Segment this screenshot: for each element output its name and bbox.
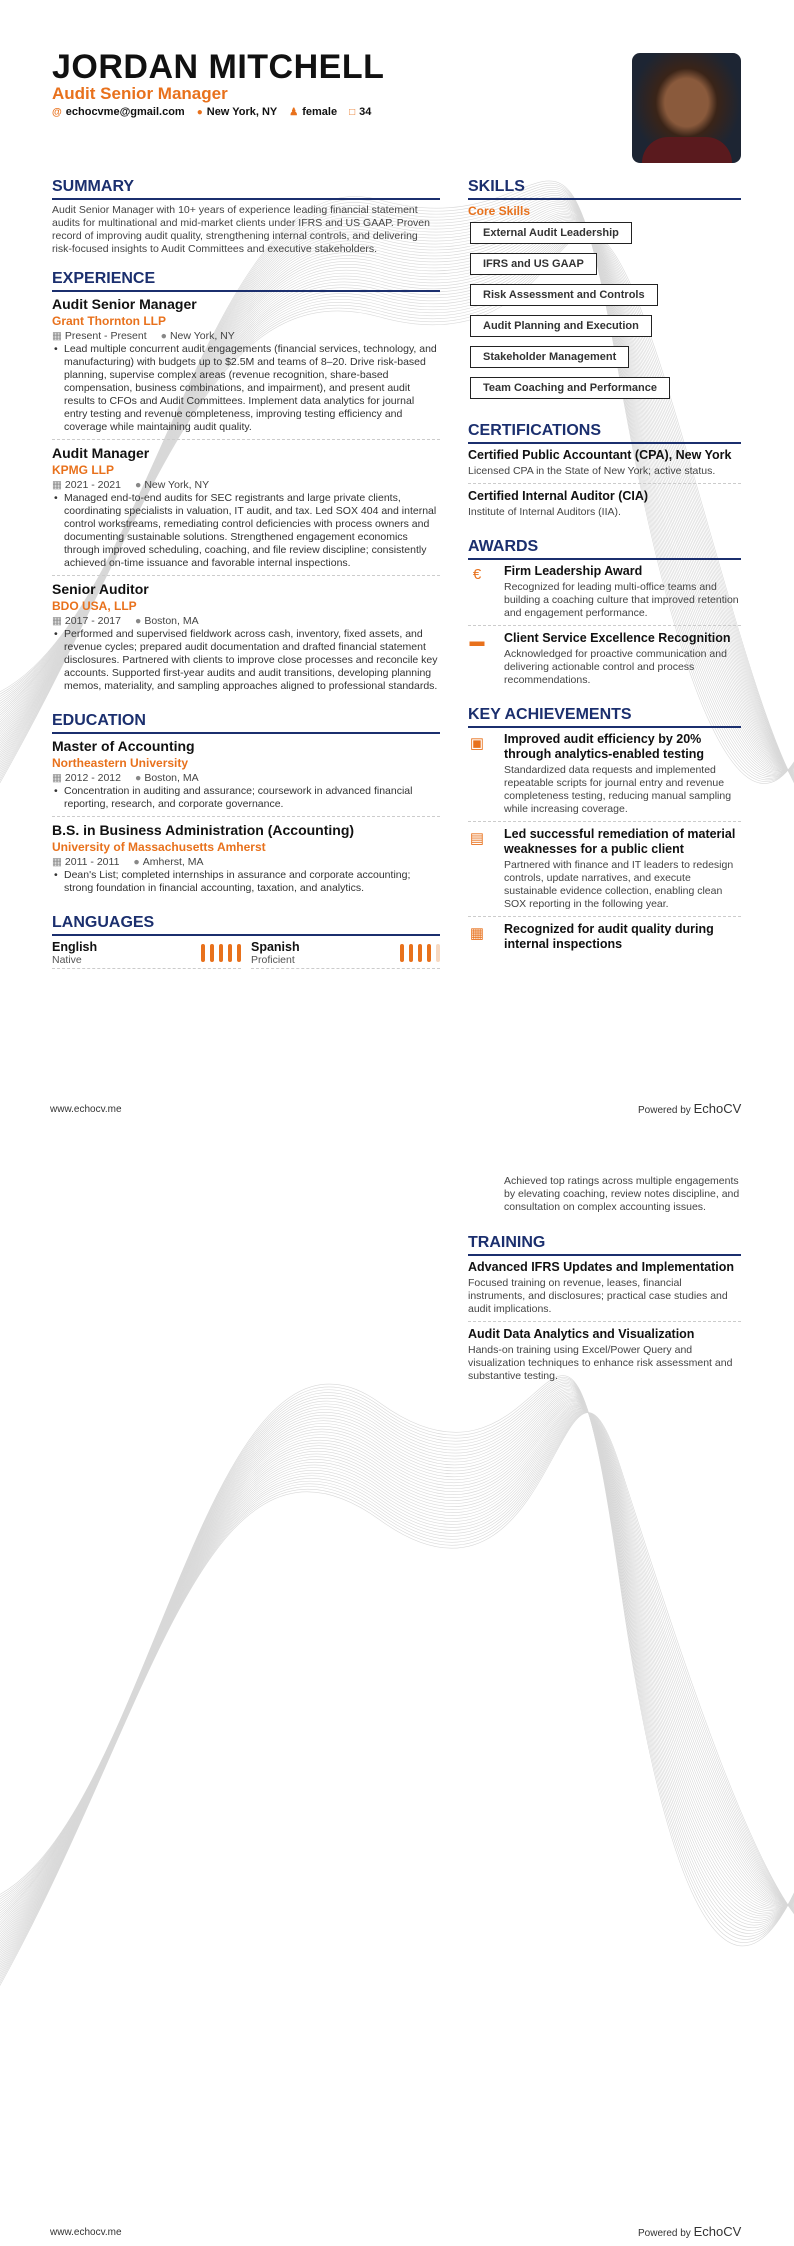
chip-icon: ▦ — [469, 925, 485, 942]
certification-item — [468, 489, 741, 524]
language-name: Spanish — [251, 940, 300, 954]
skill-row — [468, 222, 741, 253]
skill-tag: External Audit Leadership — [470, 222, 632, 244]
rating-bar — [409, 944, 413, 962]
summary-text: Audit Senior Manager with 10+ years of experience leading financial statement audits for multinational and mid-market clients under IFRS and US GAAP. Proven record of improving audit quality, strengthening internal controls, and delivering risk-focused insights to Audit Committees and executive stakeholders. — [52, 204, 430, 255]
candidate-name: JORDAN MITCHELL — [52, 48, 385, 86]
skill-tag: Team Coaching and Performance — [470, 377, 670, 399]
item-bullet: • Concentration in auditing and assurance; coursework in advanced financial reporting, research, and corporate governance. — [52, 785, 440, 811]
certification-desc: Institute of Internal Auditors (IIA). — [468, 506, 621, 518]
item-meta — [52, 772, 440, 784]
item-bullet: • Dean's List; completed internships in assurance and corporate accounting; strong foundation in financial accounting, taxation, and analytics. — [52, 869, 440, 895]
location-text: Amherst, MA — [142, 856, 204, 868]
awards-name: Firm Leadership Award — [504, 564, 643, 578]
location-text: New York, NY — [169, 330, 235, 342]
clipboard-icon: ▣ — [469, 735, 485, 752]
language-text — [52, 940, 97, 966]
item-organization: Northeastern University — [52, 756, 189, 770]
skill-row — [468, 284, 741, 315]
location — [135, 479, 209, 491]
achievements-desc: Standardized data requests and implemented repeatable scripts for journal entry and revenue completeness testing, reducing manual sampling while increasing coverage. — [504, 764, 732, 815]
section-heading: CERTIFICATIONS — [468, 422, 741, 444]
achievements-name: Recognized for audit quality during internal inspections — [504, 922, 714, 951]
document-search-icon: ▤ — [469, 830, 485, 847]
powered-by-label: Powered by — [638, 2228, 691, 2239]
section-heading: KEY ACHIEVEMENTS — [468, 706, 741, 728]
profile-photo — [632, 53, 741, 163]
contact-info — [52, 106, 371, 118]
education-item — [52, 738, 440, 817]
rating-bar — [210, 944, 214, 962]
language-item — [251, 940, 440, 969]
achievements-section — [468, 706, 741, 959]
training-desc: Hands-on training using Excel/Power Query and visualization techniques to enhance risk assessment and substantive testing. — [468, 1344, 733, 1382]
rating-bar — [400, 944, 404, 962]
awards-item — [468, 631, 741, 692]
item-organization: University of Massachusetts Amherst — [52, 840, 266, 854]
certification-item — [468, 448, 741, 484]
location — [135, 615, 199, 627]
item-meta — [52, 856, 440, 868]
footer-powered[interactable] — [638, 1101, 741, 1116]
chat-icon: ▬ — [469, 633, 485, 650]
achievements-item — [468, 732, 741, 822]
languages-section — [52, 914, 440, 969]
summary-section — [52, 178, 440, 256]
item-bullet: • Managed end-to-end audits for SEC registrants and large private clients, coordinating specialists in valuation, IT audit, and tax. Led SOX 404 and internal control workstreams, remediating control deficiencies with process owners and documenting sustainable solutions. Strengthened engagement economics through improved scheduling, coaching, and file review discipline; consistently achieved on-time issuance and favorable internal inspections. — [52, 492, 440, 570]
dates — [52, 615, 121, 627]
dates-text: 2017 - 2017 — [64, 615, 121, 627]
skill-tag: Audit Planning and Execution — [470, 315, 652, 337]
candidate-title: Audit Senior Manager — [52, 84, 228, 103]
brand-name: EchoCV — [693, 2224, 742, 2239]
skill-tag: IFRS and US GAAP — [470, 253, 597, 275]
rating-bar — [418, 944, 422, 962]
left-column — [52, 178, 440, 983]
section-heading: EXPERIENCE — [52, 270, 440, 292]
achievements-name: Improved audit efficiency by 20% through analytics-enabled testing — [504, 732, 705, 761]
rating-bar — [237, 944, 241, 962]
language-item — [52, 940, 241, 969]
experience-item — [52, 581, 440, 698]
training-item — [468, 1327, 741, 1388]
location — [161, 330, 235, 342]
at-icon: @ — [52, 107, 62, 118]
section-heading: TRAINING — [468, 1234, 741, 1256]
achievements-item — [468, 922, 741, 959]
language-text — [251, 940, 300, 966]
age: 34 — [359, 106, 372, 118]
email[interactable]: echocvme@gmail.com — [65, 106, 185, 118]
skill-row — [468, 346, 741, 377]
location-pin-icon: ● — [133, 856, 140, 868]
calendar-icon: ▦ — [52, 856, 62, 868]
location — [133, 856, 203, 868]
right-column — [468, 178, 741, 973]
resume-page-2 — [0, 1123, 794, 2246]
right-column-continued — [468, 1175, 741, 1402]
calendar-icon: □ — [349, 107, 356, 118]
awards-desc: Recognized for leading multi-office teams and building a coaching culture that improved retention and engagement performance. — [504, 581, 739, 619]
item-meta — [52, 330, 440, 342]
awards-text — [504, 631, 741, 687]
experience-item — [52, 445, 440, 576]
location-pin-icon: ● — [196, 107, 203, 118]
footer-site-link[interactable]: www.echocv.me — [50, 2227, 122, 2238]
item-bullet: • Performed and supervised fieldwork across cash, inventory, fixed assets, and revenue cycles; prepared audit documentation and drafted financial statement disclosures. Partnered with clients to improve close processes and reconcile key accounts. Supported first-year audits and audit transitions, developing planning memos, materiality, and sampling approaches aligned to professional standards. — [52, 628, 440, 693]
item-organization: KPMG LLP — [52, 463, 114, 477]
powered-by-label: Powered by — [638, 1105, 691, 1116]
skills-section — [468, 178, 741, 408]
awards-section — [468, 538, 741, 692]
training-item — [468, 1260, 741, 1322]
certification-name: Certified Internal Auditor (CIA) — [468, 489, 649, 503]
achievements-name: Led successful remediation of material weaknesses for a public client — [504, 827, 736, 856]
rating-bar — [219, 944, 223, 962]
item-organization: BDO USA, LLP — [52, 599, 137, 613]
rating-bar — [436, 944, 440, 962]
skill-group-label: Core Skills — [468, 204, 531, 218]
item-meta — [52, 615, 440, 627]
dates-text: 2021 - 2021 — [64, 479, 121, 491]
achievements-desc: Partnered with finance and IT leaders to redesign controls, update narratives, and execute sustainable evidence collection, enabling clean SOX reporting in the following year. — [504, 859, 734, 910]
certifications-section — [468, 422, 741, 524]
section-heading: AWARDS — [468, 538, 741, 560]
experience-section — [52, 270, 440, 698]
achievements-text — [504, 827, 741, 911]
brand-name: EchoCV — [693, 1101, 742, 1116]
language-level: Proficient — [251, 954, 295, 966]
skill-row — [468, 253, 741, 284]
language-name: English — [52, 940, 98, 954]
education-item — [52, 822, 440, 900]
calendar-icon: ▦ — [52, 615, 62, 627]
dates — [52, 856, 119, 868]
training-name: Advanced IFRS Updates and Implementation — [468, 1260, 735, 1274]
language-rating — [201, 940, 241, 966]
skill-row — [468, 377, 741, 408]
location-pin-icon: ● — [134, 772, 142, 784]
calendar-icon: ▦ — [52, 330, 62, 342]
experience-item — [52, 296, 440, 440]
location-text: Boston, MA — [144, 615, 199, 627]
dates-text: 2012 - 2012 — [64, 772, 121, 784]
language-rating — [400, 940, 440, 966]
dates — [52, 479, 121, 491]
education-section — [52, 712, 440, 900]
location-pin-icon: ● — [134, 615, 142, 627]
language-level: Native — [52, 954, 82, 966]
achievement-desc: Achieved top ratings across multiple engagements by elevating coaching, review notes discipline, and consultation on complex accounting issues. — [504, 1175, 740, 1213]
item-title: Audit Manager — [52, 445, 150, 461]
achievements-text — [504, 922, 741, 954]
dates — [52, 772, 121, 784]
rating-bar — [201, 944, 205, 962]
training-section — [468, 1234, 741, 1388]
person-icon: ♟ — [289, 107, 299, 118]
dates — [52, 330, 147, 342]
location-pin-icon: ● — [160, 330, 167, 342]
footer-site-link[interactable]: www.echocv.me — [50, 1104, 122, 1115]
certification-desc: Licensed CPA in the State of New York; active status. — [468, 465, 716, 477]
dates-text: 2011 - 2011 — [64, 856, 120, 868]
location — [135, 772, 199, 784]
training-name: Audit Data Analytics and Visualization — [468, 1327, 695, 1341]
item-title: B.S. in Business Administration (Accounting) — [52, 822, 355, 838]
item-organization: Grant Thornton LLP — [52, 314, 166, 328]
awards-name: Client Service Excellence Recognition — [504, 631, 731, 645]
awards-desc: Acknowledged for proactive communication and delivering actionable control and process recommendations. — [504, 648, 727, 686]
euro-document-icon: € — [472, 566, 482, 583]
calendar-icon: ▦ — [52, 479, 62, 491]
certification-name: Certified Public Accountant (CPA), New York — [468, 448, 732, 462]
achievements-item — [468, 827, 741, 917]
item-title: Audit Senior Manager — [52, 296, 197, 312]
calendar-icon: ▦ — [52, 772, 62, 784]
awards-text — [504, 564, 741, 620]
item-meta — [52, 479, 440, 491]
skill-tag: Risk Assessment and Controls — [470, 284, 658, 306]
section-heading: EDUCATION — [52, 712, 440, 734]
rating-bar — [228, 944, 232, 962]
section-heading: LANGUAGES — [52, 914, 440, 936]
skill-tag: Stakeholder Management — [470, 346, 629, 368]
location-text: New York, NY — [144, 479, 210, 491]
location: New York, NY — [206, 106, 278, 118]
item-title: Senior Auditor — [52, 581, 149, 597]
location-text: Boston, MA — [144, 772, 199, 784]
awards-item — [468, 564, 741, 626]
item-bullet: • Lead multiple concurrent audit engagements (financial services, technology, and manufacturing) with budgets up to $2.5M and teams of 8–20. Drive risk-based planning, supervise complex areas (revenue recognition, share-based compensation, business combinations, and impairment), and present audit results to CFOs and Audit Committees. Implement data analytics for journal entry testing and revenue completeness, improving testing efficiency and coverage while maintaining audit quality. — [52, 343, 440, 434]
gender: female — [302, 106, 338, 118]
achievements-text — [504, 732, 741, 816]
dates-text: Present - Present — [64, 330, 147, 342]
location-pin-icon: ● — [134, 479, 142, 491]
item-title: Master of Accounting — [52, 738, 195, 754]
skill-row — [468, 315, 741, 346]
training-desc: Focused training on revenue, leases, financial instruments, and disclosures; practical case studies and audit implications. — [468, 1277, 728, 1315]
rating-bar — [427, 944, 431, 962]
section-heading: SKILLS — [468, 178, 741, 200]
footer-powered[interactable] — [638, 2224, 741, 2239]
section-heading: SUMMARY — [52, 178, 440, 200]
